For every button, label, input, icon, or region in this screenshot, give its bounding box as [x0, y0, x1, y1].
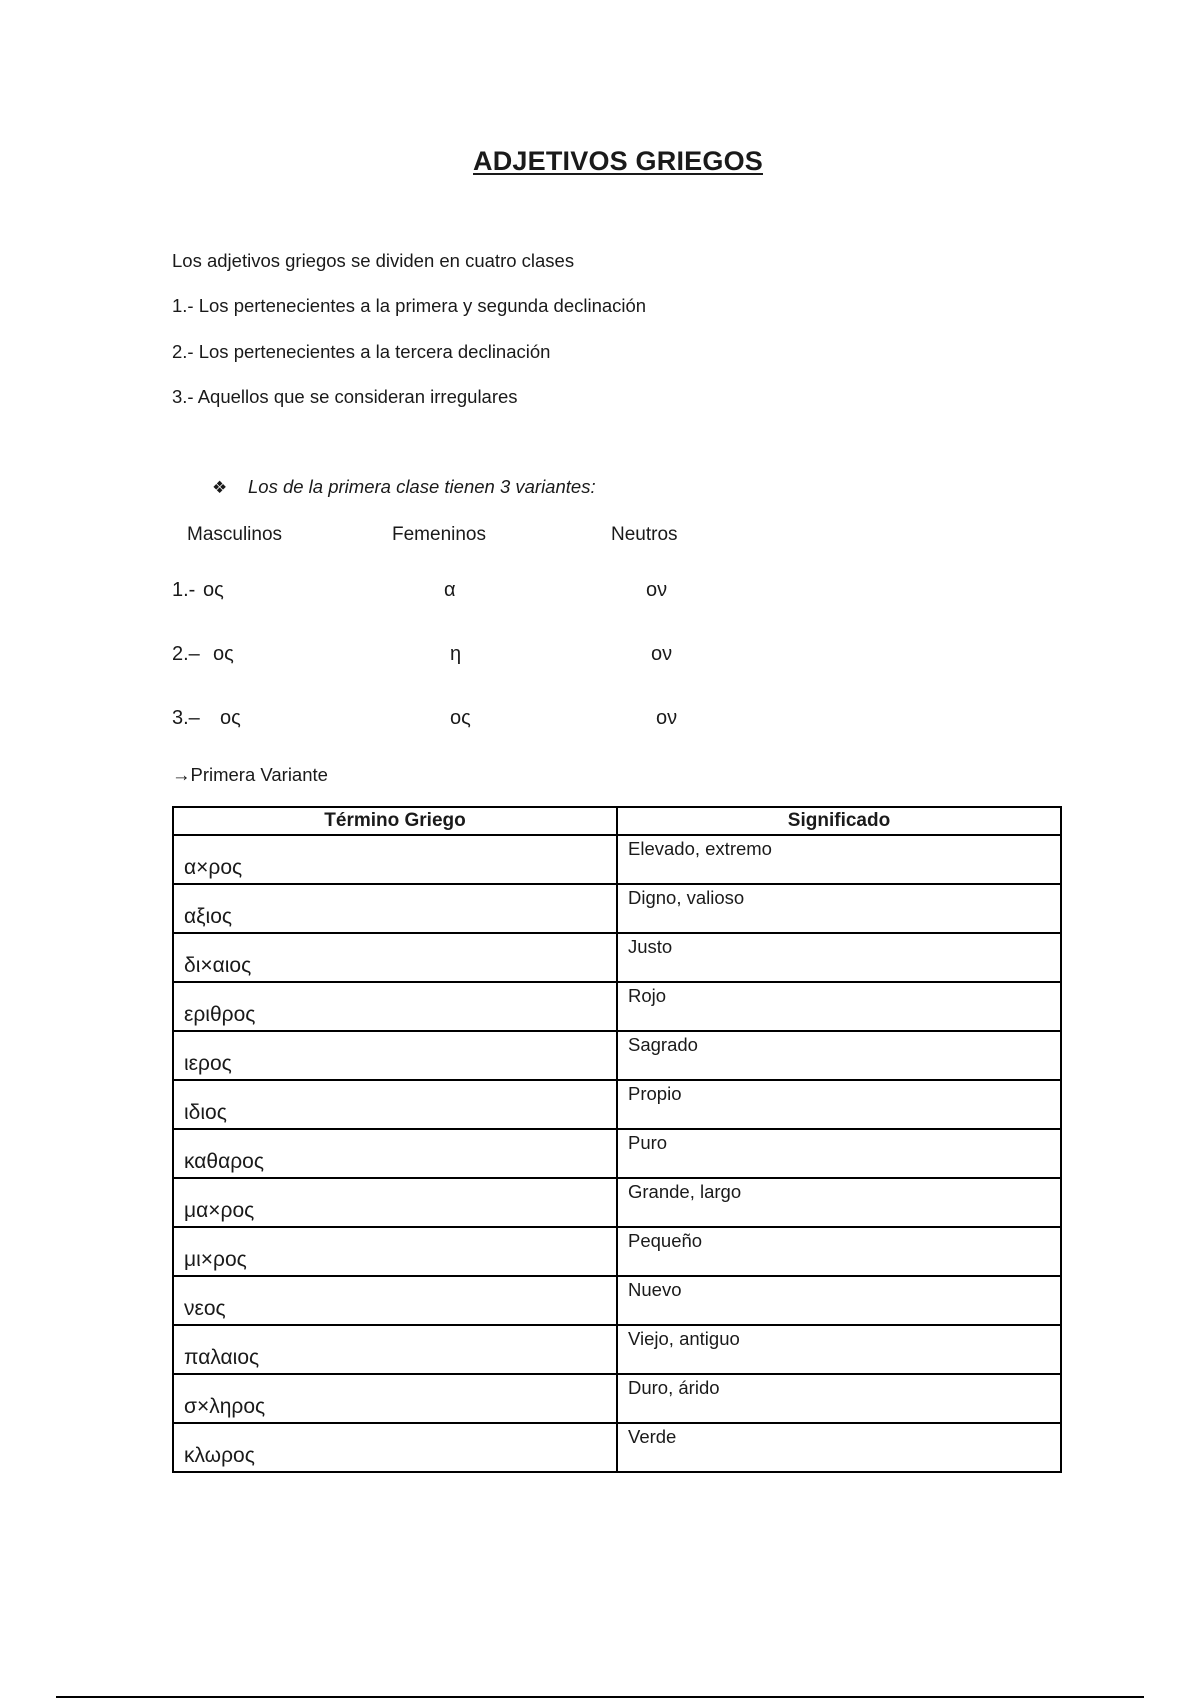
- diamond-bullet-icon: ❖: [212, 478, 228, 497]
- greek-term-cell: κλωρος: [173, 1423, 617, 1472]
- variant-label: 3.–: [172, 707, 200, 729]
- meaning-cell: Nuevo: [617, 1276, 1061, 1325]
- meaning-cell: Pequeño: [617, 1227, 1061, 1276]
- header-masculine: Masculinos: [187, 524, 283, 545]
- variant-neuter: ον: [651, 643, 673, 665]
- meaning-cell: Verde: [617, 1423, 1061, 1472]
- greek-term-cell: δι×αιος: [173, 933, 617, 982]
- meaning-cell: Viejo, antiguo: [617, 1325, 1061, 1374]
- intro-line: 1.- Los pertenecientes a la primera y segunda declinación: [172, 295, 647, 316]
- meaning-cell: Puro: [617, 1129, 1061, 1178]
- greek-term-cell: ιδιος: [173, 1080, 617, 1129]
- greek-term-cell: καθαρος: [173, 1129, 617, 1178]
- table-row: [173, 1031, 1061, 1080]
- table-row: [173, 982, 1061, 1031]
- header-feminine: Femeninos: [392, 524, 486, 545]
- bullet-text: Los de la primera clase tienen 3 variantes:: [248, 476, 596, 497]
- variant-masculine: ος: [203, 579, 224, 601]
- table-row: [173, 835, 1061, 884]
- variant-feminine: ος: [450, 707, 471, 729]
- greek-term-cell: α×ρος: [173, 835, 617, 884]
- table-row: [173, 1423, 1061, 1472]
- column-header-meaning: Significado: [617, 807, 1061, 835]
- meaning-cell: Sagrado: [617, 1031, 1061, 1080]
- variant-masculine: ος: [213, 643, 234, 665]
- variant-neuter: ον: [646, 579, 668, 601]
- bullet-item: [212, 476, 596, 498]
- greek-term-cell: αξιος: [173, 884, 617, 933]
- intro-line: 3.- Aquellos que se consideran irregulares: [172, 386, 518, 407]
- variant-feminine: η: [450, 643, 462, 665]
- meaning-cell: Duro, árido: [617, 1374, 1061, 1423]
- footer-divider: [56, 1696, 1144, 1698]
- variant-feminine: α: [444, 579, 456, 601]
- meaning-cell: Justo: [617, 933, 1061, 982]
- vocabulary-table: [172, 806, 1062, 1473]
- table-row: [173, 1178, 1061, 1227]
- greek-term-cell: μι×ρος: [173, 1227, 617, 1276]
- header-neuter: Neutros: [611, 524, 678, 545]
- meaning-cell: Grande, largo: [617, 1178, 1061, 1227]
- variant-label: 1.-: [172, 579, 196, 601]
- table-header-row: [173, 807, 1061, 835]
- table-row: [173, 884, 1061, 933]
- meaning-cell: Rojo: [617, 982, 1061, 1031]
- intro-line: Los adjetivos griegos se dividen en cuatro clases: [172, 250, 575, 271]
- greek-term-cell: σ×ληρος: [173, 1374, 617, 1423]
- greek-term-cell: μα×ρος: [173, 1178, 617, 1227]
- table-row: [173, 1276, 1061, 1325]
- table-row: [173, 1374, 1061, 1423]
- table-row: [173, 1080, 1061, 1129]
- meaning-cell: Propio: [617, 1080, 1061, 1129]
- intro-line: 2.- Los pertenecientes a la tercera declinación: [172, 341, 551, 362]
- column-header-greek-term: Término Griego: [173, 807, 617, 835]
- meaning-cell: Elevado, extremo: [617, 835, 1061, 884]
- table-row: [173, 1227, 1061, 1276]
- variant-neuter: ον: [656, 707, 678, 729]
- greek-term-cell: παλαιος: [173, 1325, 617, 1374]
- variant-label: 2.–: [172, 643, 200, 665]
- variant-masculine: ος: [220, 707, 241, 729]
- greek-term-cell: νεος: [173, 1276, 617, 1325]
- table-row: [173, 1129, 1061, 1178]
- meaning-cell: Digno, valioso: [617, 884, 1061, 933]
- greek-term-cell: εριθρος: [173, 982, 617, 1031]
- subheading-primera-variante: →Primera Variante: [172, 764, 328, 785]
- table-row: [173, 933, 1061, 982]
- page-title: ADJETIVOS GRIEGOS: [473, 146, 763, 176]
- greek-term-cell: ιερος: [173, 1031, 617, 1080]
- table-row: [173, 1325, 1061, 1374]
